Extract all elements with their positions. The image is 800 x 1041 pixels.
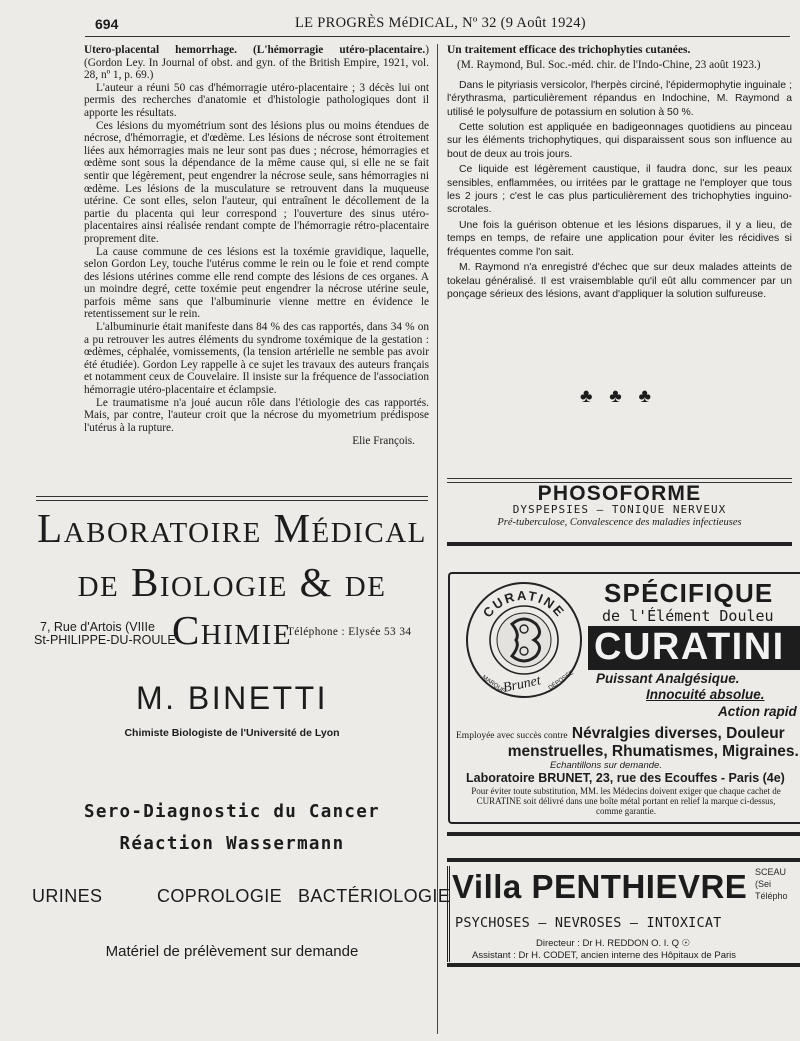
villa-assistant: Assistant : Dr H. CODET, ancien interne des Hôpitaux de Paris xyxy=(472,950,737,961)
curatine-uses xyxy=(456,725,800,761)
phosoforme-name: PHOSOFORME xyxy=(537,482,702,505)
curatine-claim-action: Action rapid xyxy=(718,704,797,719)
article-paragraph: Le traumatisme n'a joué aucun rôle dans l'étiologie des cas rapportés. Mais, par contre, l'auteur croit que la nécrose du myometrium prédispose l'utérus à la rupture. xyxy=(84,396,429,434)
article-utero-placental xyxy=(84,44,429,448)
curatine-uses-line2: menstruelles, Rhumatismes, Migraines. xyxy=(507,743,799,760)
seal-text-marque: MARQUE xyxy=(480,674,506,695)
curatine-claim-analgesique: Puissant Analgésique. xyxy=(596,671,740,686)
article2-paragraph: Ce liquide est légèrement caustique, il faudra donc, sur les peaux sensibles, enflammées, ou irritées par le grattage ne l'employer que tous les 2 jours ; c'est le cas plus particulièrement des trichophyties inguino-scrotales. xyxy=(447,164,792,216)
page-header xyxy=(95,12,790,38)
lab-ad-rule xyxy=(36,496,428,501)
phosoforme-bottom-rule xyxy=(447,542,792,546)
lab-chemist-name: M. BINETTI xyxy=(135,680,329,716)
article-title: Utero-placental hemorrhage. xyxy=(84,44,237,56)
curatine-product-name: CURATINI xyxy=(594,626,785,668)
article-signature: Elie François. xyxy=(352,435,415,448)
seal-text-deposee: DÉPOSÉE xyxy=(547,670,575,692)
article-citation: ) (Gordon Ley. In Journal of obst. and gyn. of the British Empire, 1921, vol. 28, nº 1, p. 69.) xyxy=(84,44,430,82)
article2-paragraph: Cette solution est appliquée en badigeonnages quotidiens au pinceau sur les éléments trichophytiques, qui disparaissent sous son influence au bout de deux au trois jours. xyxy=(447,122,792,160)
lab-address-line2: St-PHILIPPE-DU-ROULE xyxy=(34,633,176,647)
villa-bottom-rule xyxy=(447,963,800,967)
article-paragraph: La cause commune de ces lésions est la toxémie gravidique, laquelle, selon Gordon Ley, touche l'utérus comme le rein ou le foie et rend compte des lésions utérines comme elle rend compte des lésions de ces organes. A un moindre degré, cette toxémie peut engendrer la nécrose utérine seule, parfois même sans que l'albuminurie vienne mettre en évidence le retentissement sur le rein. xyxy=(84,245,429,321)
article-title-fr: (L'hémorragie utéro-placentaire. xyxy=(253,44,426,56)
villa-side-text: SCEAU (Sei Télépho xyxy=(755,867,788,901)
lab-address-line1: 7, Rue d'Artois (VIIIe xyxy=(40,620,155,634)
curatine-note: Pour éviter toute substitution, MM. les Médecins doivent exiger que chaque cachet de CURATINE soit délivré dans une boîte métal portant en relief la marque ci-dessus, comme garantie. xyxy=(471,786,781,816)
curatine-ad xyxy=(448,572,800,824)
article-paragraph: Ces lésions du myométrium sont des lésions plus ou moins étendues de nécrose, d'hémorragie, et d'œdème. Les lésions de nécrose sont étroitement liées aux hémorragies mais ne leur sont pas dues ; nécrose, hémorragies et œdème sont sous la dépendance de la même cause qui, si elle ne se fait sentir que légèrement, peut engendrer la nécrose seule, sans hémorragies ni œdème. Les lésions de la musculature se retrouvent dans la muqueuse utérine. Ce sont elles, selon l'auteur, qui entraînent le décollement de la partie du placenta qui leur correspond ; l'ouverture des sinus utéro-placentaires ainsi réalisée rendant compte de l'hémorragie rétro-placentaire proprement dite. xyxy=(84,119,429,245)
article2-heading xyxy=(447,44,792,57)
curatine-seal-icon xyxy=(464,580,584,700)
lab-title-line2: de Biologie & de Chimie xyxy=(77,559,387,653)
curatine-laboratory: Laboratoire BRUNET, 23, rue des Ecouffes - Paris (4e) xyxy=(466,771,785,785)
curatine-uses-tail: Douleur xyxy=(726,725,785,742)
lab-service-wassermann: Réaction Wassermann xyxy=(119,834,345,854)
article-paragraph: L'auteur a réuni 50 cas d'hémorragie utéro-placentaire ; 3 décès lui ont permis des recherches d'anatomie et d'histologie pathologiques dont il apporte les résultats. xyxy=(84,81,429,119)
phosoforme-subtitle: Pré-tuberculose, Convalescence des maladies infectieuses xyxy=(497,517,742,528)
villa-top-rule xyxy=(447,858,800,862)
curatine-headline: SPÉCIFIQUE xyxy=(604,578,774,608)
villa-director: Directeur : Dr H. REDDON O. I. Q ☉ xyxy=(536,938,691,949)
ornament-clubs-icon: ♣ ♣ ♣ xyxy=(580,386,657,407)
lab-service-urines: URINES xyxy=(32,886,103,906)
article2-paragraph: Une fois la guérison obtenue et les lésions disparues, il y a lieu, de temps en temps, de refaire une application pour éviter les récidives si fréquentes comme l'on sait. xyxy=(447,219,792,258)
article-heading xyxy=(84,44,429,82)
villa-specialties: PSYCHOSES — NEVROSES — INTOXICAT xyxy=(455,915,722,931)
lab-footer: Matériel de prélèvement sur demande xyxy=(105,943,359,960)
header-rule xyxy=(85,36,790,37)
curatine-claim-innocuite: Innocuité absolue. xyxy=(646,687,765,702)
page-number: 694 xyxy=(95,16,119,32)
lab-service-serodiagnostic: Sero-Diagnostic du Cancer xyxy=(84,802,380,822)
curatine-uses-line1: Névralgies diverses, xyxy=(571,725,722,742)
curatine-bottom-rule xyxy=(447,832,800,836)
article2-paragraph: M. Raymond n'a enregistré d'échec que sur deux malades atteints de tokelau généralisé. Il est vraisemblable qu'il eût allu commencer par un ponçage sérieux des lésions, avant d'appliquer la solution sulfureuse. xyxy=(447,262,792,300)
lab-chemist-subtitle: Chimiste Biologiste de l'Université de Lyon xyxy=(124,727,340,739)
villa-name: Villa PENTHIEVRE xyxy=(452,868,748,905)
curatine-samples: Echantillons sur demande. xyxy=(550,760,662,771)
lab-service-bacteriologie: BACTÉRIOLOGIE xyxy=(298,886,451,906)
curatine-subhead: de l'Élément Douleu xyxy=(602,607,774,625)
lab-telephone: Téléphone : Elysée 53 34 xyxy=(287,626,412,638)
lab-title-line1: Laboratoire Médical xyxy=(37,505,427,551)
article-paragraph: L'albuminurie était manifeste dans 84 % des cas rapportés, dans 34 % on a pu retrouver les autres éléments du syndrome toxémique de la gestation : œdèmes, céphalée, vomissements, (la tension artérielle ne semble pas avoir été étudiée). Gordon Ley rappelle à ce sujet les travaux des auteurs français et notamment ceux de Couvelaire. Il insiste sur la fréquence de l'association hémorragie utéro-placentaire et éclampsie. xyxy=(84,321,429,397)
seal-text-top: CURATINE xyxy=(479,587,569,621)
curatine-uses-prefix: Employée avec succès contre xyxy=(456,731,568,741)
seal-signature: Brunet xyxy=(501,673,543,696)
phosoforme-tagline: DYSPEPSIES — TONIQUE NERVEUX xyxy=(512,503,727,516)
article2-title: Un traitement efficace des trichophyties cutanées. xyxy=(447,44,691,56)
article2-citation: (M. Raymond, Bul. Soc.-méd. chir. de l'Indo-Chine, 23 août 1923.) xyxy=(457,59,761,72)
lab-service-coprologie: COPROLOGIE xyxy=(157,886,283,906)
running-title: LE PROGRÈS MéDICAL, Nº 32 (9 Août 1924) xyxy=(295,15,586,31)
article2-paragraph: Dans le pityriasis versicolor, l'herpès circiné, l'épidermophytie inguinale ; l'érythrasma, particulièrement répandus en Indochine, M. Raymond a utilisé le polysulfure de potassium en solution à 50 %. xyxy=(447,79,792,118)
article-trichophyties xyxy=(447,44,792,303)
